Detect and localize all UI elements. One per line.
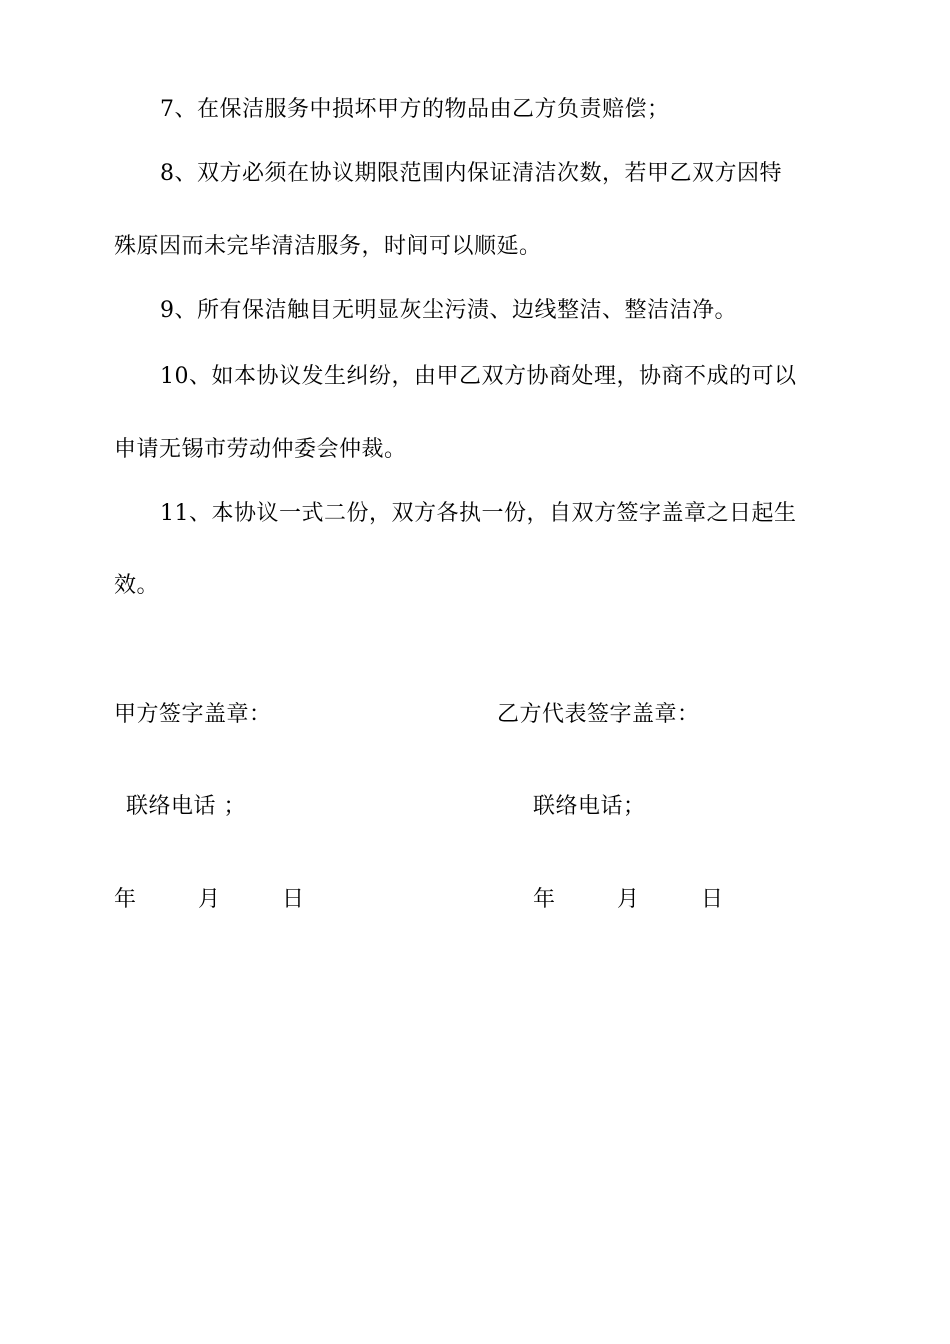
party-b-date-month: 月 (617, 887, 640, 912)
clause-10-line-2: 申请无锡市劳动仲委会仲裁。 (114, 437, 407, 462)
party-a-date-month: 月 (198, 887, 221, 912)
clause-7: 7、在保洁服务中损坏甲方的物品由乙方负责赔偿； (160, 97, 670, 122)
party-a-phone-label: 联络电话 ； (126, 794, 246, 819)
party-a-date-day: 日 (282, 887, 305, 912)
clause-10-line-1: 10、如本协议发生纠纷，由甲乙双方协商处理，协商不成的可以 (160, 364, 797, 389)
party-b-phone-label: 联络电话； (533, 794, 646, 819)
party-b-date-day: 日 (701, 887, 724, 912)
party-a-signature-label: 甲方签字盖章： (114, 702, 272, 727)
party-b-signature-label: 乙方代表签字盖章： (497, 702, 700, 727)
party-b-date-year: 年 (533, 887, 556, 912)
clause-8-line-2: 殊原因而未完毕清洁服务，时间可以顺延。 (114, 234, 542, 259)
party-a-date-year: 年 (114, 887, 137, 912)
clause-9: 9、所有保洁触目无明显灰尘污渍、边线整洁、整洁洁净。 (160, 298, 737, 323)
clause-8-line-1: 8、双方必须在协议期限范围内保证清洁次数，若甲乙双方因特 (160, 161, 782, 186)
clause-11-line-1: 11、本协议一式二份，双方各执一份，自双方签字盖章之日起生 (160, 501, 797, 526)
clause-11-line-2: 效。 (114, 573, 160, 598)
